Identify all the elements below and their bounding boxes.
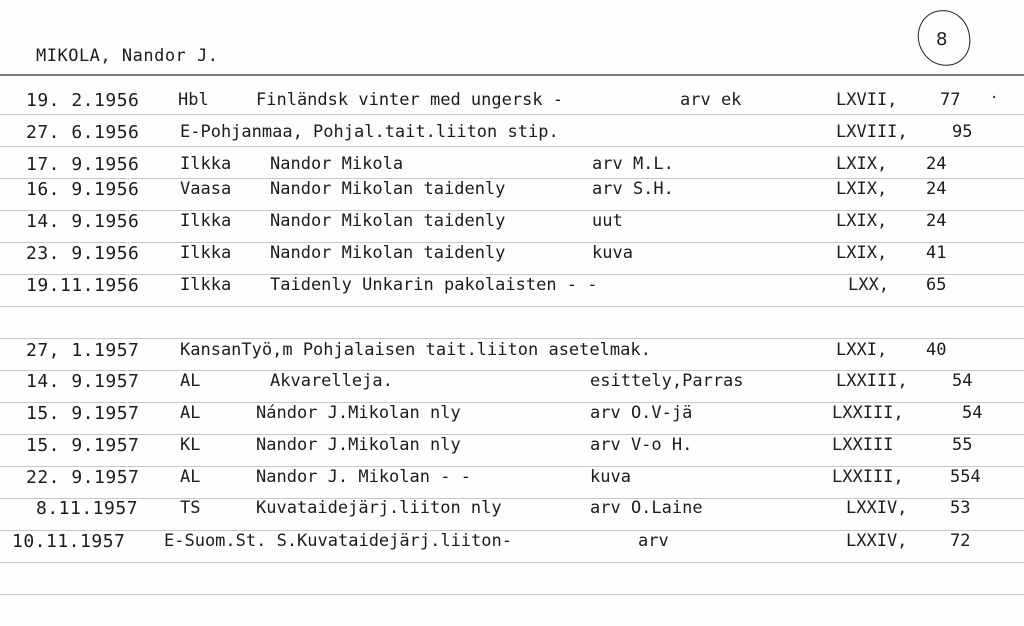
entry-title: Nandor Mikolan taidenly xyxy=(270,179,506,199)
entry-note: esittely,Parras xyxy=(590,371,744,391)
entry-volume: LXIX, xyxy=(836,179,888,199)
entry-title: Finländsk vinter med ungersk - xyxy=(256,90,564,110)
header-rule xyxy=(0,74,1024,76)
entry-source: TS xyxy=(180,498,201,518)
entry-note: arv O.V-jä xyxy=(590,403,693,423)
entry-volume: LXXI, xyxy=(836,340,888,360)
entry-page: 54 xyxy=(962,403,983,423)
entry-volume: LXIX, xyxy=(836,243,888,263)
entry-date: 19.11.1956 xyxy=(26,275,140,296)
entry-row xyxy=(0,435,1024,459)
entry-volume: LXX, xyxy=(848,275,889,295)
entry-volume: LXVIII, xyxy=(836,122,908,142)
entry-note: arv xyxy=(638,531,669,551)
entry-page: 72 xyxy=(950,531,971,551)
entry-page: 65 xyxy=(926,275,947,295)
ruled-line xyxy=(0,306,1024,307)
entry-row xyxy=(0,531,1024,555)
entry-note: uut xyxy=(592,211,623,231)
entry-page: 24 xyxy=(926,179,947,199)
entry-volume: LXXIV, xyxy=(846,498,908,518)
entry-volume: LXXIII xyxy=(832,435,894,455)
tick-mark: · xyxy=(990,90,999,106)
card-heading-name: MIKOLA, Nandor J. xyxy=(36,46,219,66)
entry-volume: LXXIII, xyxy=(836,371,908,391)
entry-date: 10.11.1957 xyxy=(12,531,126,552)
ruled-line xyxy=(0,562,1024,563)
entry-date: 15. 9.1957 xyxy=(26,435,140,456)
entry-page: 54 xyxy=(952,371,973,391)
entry-page: 77 xyxy=(940,90,961,110)
entry-page: 24 xyxy=(926,154,947,174)
entry-date: 14. 9.1957 xyxy=(26,371,140,392)
entry-row xyxy=(0,211,1024,235)
entry-date: 15. 9.1957 xyxy=(26,403,140,424)
entry-page: 40 xyxy=(926,340,947,360)
entry-date: 23. 9.1956 xyxy=(26,243,140,264)
entry-title: Nandor Mikolan taidenly xyxy=(270,243,506,263)
entry-row xyxy=(0,498,1024,522)
entry-source: E-Suom.St. S.Kuvataidejärj.liiton- xyxy=(164,531,512,551)
entry-source: KansanTyö,m Pohjalaisen tait.liiton asetelmak. xyxy=(180,340,651,360)
entry-title: Nandor Mikola xyxy=(270,154,404,174)
entry-title: Nandor J.Mikolan nly xyxy=(256,435,461,455)
entry-date: 16. 9.1956 xyxy=(26,179,140,200)
entry-row xyxy=(0,403,1024,427)
card-number: 8 xyxy=(936,29,948,50)
ruled-line xyxy=(0,114,1024,115)
entry-volume: LXXIII, xyxy=(832,403,904,423)
entry-page: 95 xyxy=(952,122,973,142)
entry-note: kuva xyxy=(592,243,633,263)
entry-note: arv V-o H. xyxy=(590,435,693,455)
entry-date: 27. 6.1956 xyxy=(26,122,140,143)
entry-date: 22. 9.1957 xyxy=(26,467,140,488)
entry-source: Vaasa xyxy=(180,179,232,199)
entry-note: arv ek xyxy=(680,90,742,110)
entry-title: Akvarelleja. xyxy=(270,371,393,391)
entry-date: 17. 9.1956 xyxy=(26,154,140,175)
entry-page: 53 xyxy=(950,498,971,518)
entry-note: kuva xyxy=(590,467,631,487)
entry-page: 55 xyxy=(952,435,973,455)
entry-source: Hbl xyxy=(178,90,209,110)
entry-title: Taidenly Unkarin pakolaisten - - xyxy=(270,275,598,295)
entry-date: 8.11.1957 xyxy=(36,498,139,519)
entry-page: 41 xyxy=(926,243,947,263)
entry-source: AL xyxy=(180,403,201,423)
entry-volume: LXIX, xyxy=(836,211,888,231)
entry-source: Ilkka xyxy=(180,154,232,174)
entry-title: Nandor Mikolan taidenly xyxy=(270,211,506,231)
entry-page: 24 xyxy=(926,211,947,231)
entry-row xyxy=(0,340,1024,364)
entry-row xyxy=(0,154,1024,178)
entry-volume: LXVII, xyxy=(836,90,898,110)
entry-source: KL xyxy=(180,435,201,455)
entry-row xyxy=(0,90,1024,114)
entry-title: Nandor J. Mikolan - - xyxy=(256,467,471,487)
entry-title: Kuvataidejärj.liiton nly xyxy=(256,498,502,518)
entry-row xyxy=(0,243,1024,267)
ruled-line xyxy=(0,594,1024,595)
ruled-line xyxy=(0,338,1024,339)
entry-date: 19. 2.1956 xyxy=(26,90,140,111)
entry-title: Nándor J.Mikolan nly xyxy=(256,403,461,423)
entry-volume: LXIX, xyxy=(836,154,888,174)
entry-source: Ilkka xyxy=(180,211,232,231)
entry-page: 554 xyxy=(950,467,981,487)
entry-row xyxy=(0,122,1024,146)
entry-source: AL xyxy=(180,371,201,391)
entry-row xyxy=(0,371,1024,395)
entry-note: arv S.H. xyxy=(592,179,674,199)
entry-row xyxy=(0,275,1024,299)
entry-note: arv M.L. xyxy=(592,154,674,174)
entry-source: E-Pohjanmaa, Pohjal.tait.liiton stip. xyxy=(180,122,559,142)
entry-row xyxy=(0,179,1024,203)
entry-source: Ilkka xyxy=(180,243,232,263)
entry-volume: LXXIV, xyxy=(846,531,908,551)
ruled-line xyxy=(0,146,1024,147)
entry-volume: LXXIII, xyxy=(832,467,904,487)
entry-source: AL xyxy=(180,467,201,487)
entry-source: Ilkka xyxy=(180,275,232,295)
entry-note: arv O.Laine xyxy=(590,498,703,518)
entry-date: 27, 1.1957 xyxy=(26,340,140,361)
entry-date: 14. 9.1956 xyxy=(26,211,140,232)
entry-row xyxy=(0,467,1024,491)
